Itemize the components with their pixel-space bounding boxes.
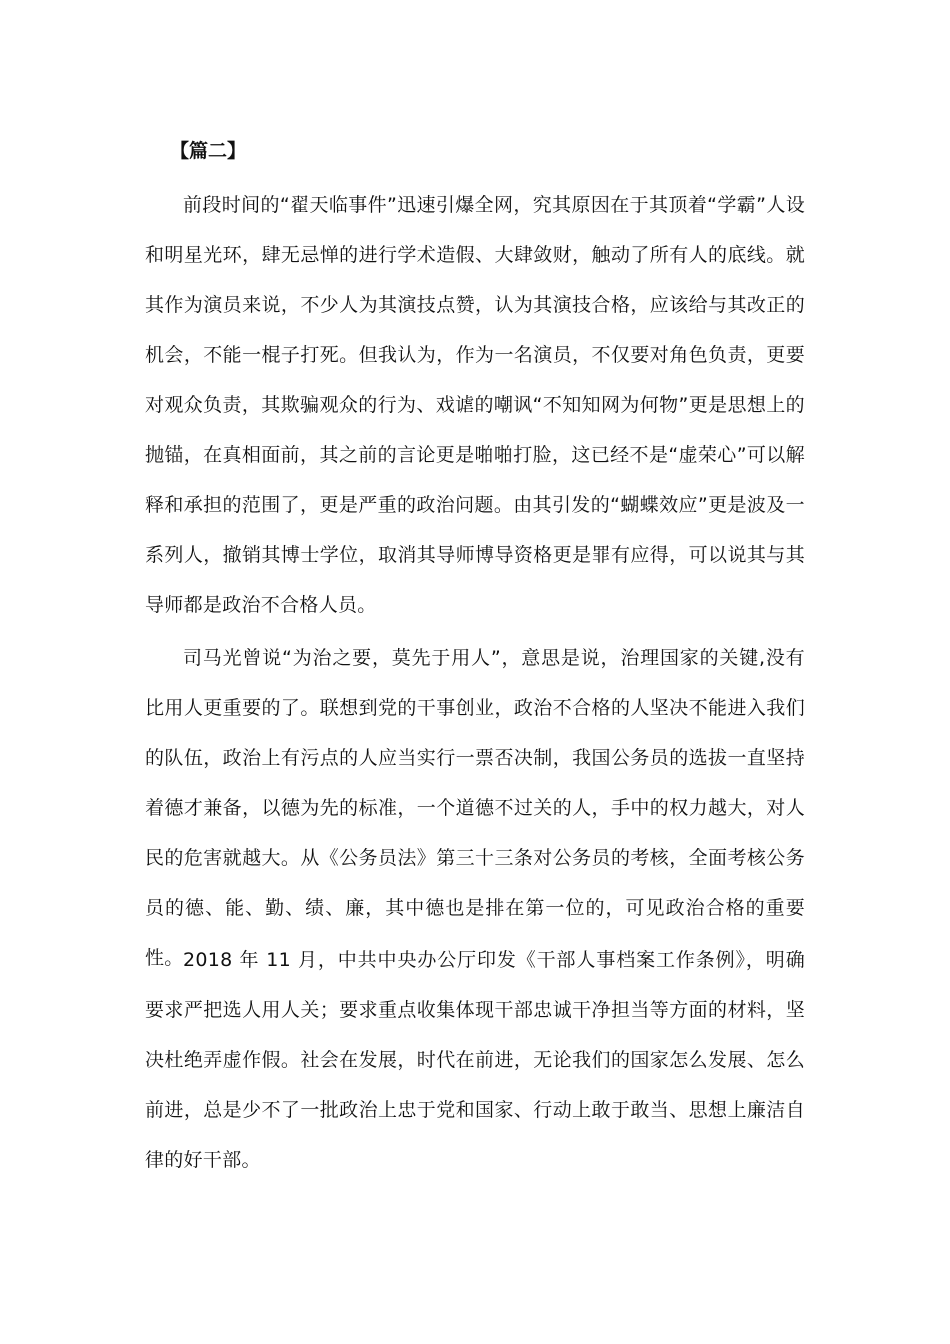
paragraph-3-text: 2018 年 11 月，中共中央办公厅印发《干部人事档案工作条例》，明确要求严把选人用人关；要求重点收集体现干部忠诚干净担当等方面的材料，坚决杜绝弄虚作假。社会在发展，时代在前进，无论我们的国家怎么发展、怎么前进，总是少不了一批政治上忠于党和国家、行动上敢于敢当、思想上廉洁自律的好干部。 [145,949,805,1171]
paragraph-2-text: 司马光曾说“为治之要，莫先于用人”，意思是说，治理国家的关键,没有比用人更重要的了。联想到党的干事创业，政治不合格的人坚决不能进入我们的队伍，政治上有污点的人应当实行一票否决制，我国公务员的选拔一直坚持着德才兼备，以德为先的标准，一个道德不过关的人，手中的权力越大，对人民的危害就越大。从《公务员法》第三十三条对公务员的考核，全面考核公务员的德、能、勤、绩、廉，其中德也是排在第一位的，可见政治合格的重要性。 [145,647,805,969]
paragraph-1 [145,180,805,630]
paragraph-2 [145,633,805,983]
paragraph-3 [145,935,805,1185]
section-heading: 【篇二】 [170,140,247,162]
paragraph-1-text: 前段时间的“翟天临事件”迅速引爆全网，究其原因在于其顶着“学霸”人设和明星光环，肆无忌惮的进行学术造假、大肆敛财，触动了所有人的底线。就其作为演员来说，不少人为其演技点赞，认为其演技合格，应该给与其改正的机会，不能一棍子打死。但我认为，作为一名演员，不仅要对角色负责，更要对观众负责，其欺骗观众的行为、戏谑的嘲讽“不知知网为何物”更是思想上的抛锚，在真相面前，其之前的言论更是啪啪打脸，这已经不是“虚荣心”可以解释和承担的范围了，更是严重的政治问题。由其引发的“蝴蝶效应”更是波及一系列人，撤销其博士学位，取消其导师博导资格更是罪有应得，可以说其与其导师都是政治不合格人员。 [145,194,805,616]
